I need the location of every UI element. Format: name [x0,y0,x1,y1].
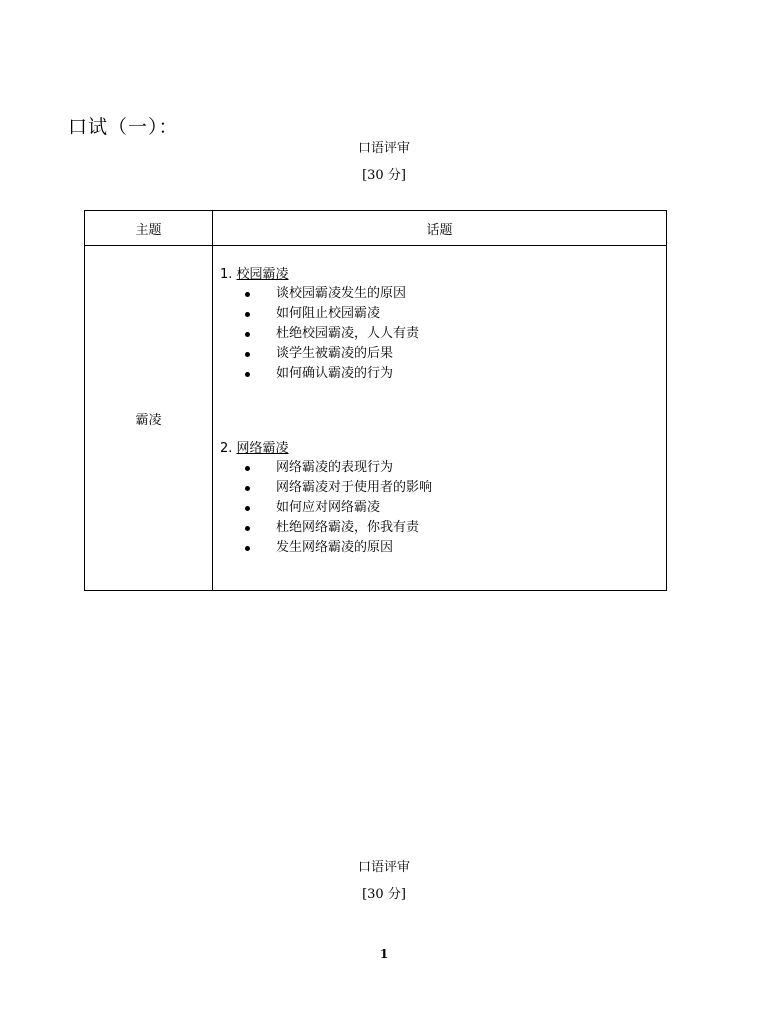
theme-cell: 霸凌 [85,246,213,591]
topic-group-title [220,266,666,284]
bullet-icon [245,292,250,297]
section-subtitle: 口语评审 [357,141,410,156]
list-item [220,518,666,538]
list-item-text: 发生网络霸凌的原因 [276,540,394,555]
bullet-icon [245,312,250,317]
bullet-icon [245,506,250,511]
topics-table [84,210,667,591]
section-marks: [30 分] [362,168,406,183]
bullet-icon [245,486,250,491]
list-item [220,498,666,518]
list-item-text: 如何阻止校园霸凌 [276,306,381,321]
topic-group-title [220,440,666,458]
list-item-text: 网络霸凌对于使用者的影响 [276,480,433,495]
list-item [220,344,666,364]
bullet-icon [245,352,250,357]
list-item [220,538,666,558]
header-topic: 话题 [213,211,667,246]
group-title-text: 网络霸凌 [236,441,289,456]
list-item-text: 杜绝校园霸凌，人人有责 [276,326,420,341]
bullet-icon [245,372,250,377]
page-number: 1 [379,947,389,961]
list-item [220,364,666,384]
group-number: 1. [220,267,233,282]
topic-list [220,458,666,558]
list-item [220,478,666,498]
list-item-text: 谈学生被霸凌的后果 [276,346,394,361]
topics-cell [213,246,667,591]
list-item-text: 网络霸凌的表现行为 [276,460,394,475]
list-item-text: 谈校园霸凌发生的原因 [276,286,407,301]
list-item-text: 杜绝网络霸凌，你我有责 [276,520,420,535]
list-item-text: 如何确认霸凌的行为 [276,366,394,381]
header-theme: 主题 [85,211,213,246]
group-title-text: 校园霸凌 [236,267,289,282]
footer-subtitle: 口语评审 [357,860,410,875]
bullet-icon [245,546,250,551]
list-item [220,304,666,324]
topic-group-1 [213,266,666,384]
table-row [85,246,667,591]
bullet-icon [245,332,250,337]
group-number: 2. [220,441,233,456]
bullet-icon [245,466,250,471]
bullet-icon [245,526,250,531]
topic-group-2 [213,440,666,558]
page-heading: 口试（一）： [68,116,179,138]
list-item [220,324,666,344]
footer-marks: [30 分] [362,887,406,902]
list-item [220,458,666,478]
topic-list [220,284,666,384]
table-header-row [85,211,667,246]
list-item-text: 如何应对网络霸凌 [276,500,381,515]
list-item [220,284,666,304]
